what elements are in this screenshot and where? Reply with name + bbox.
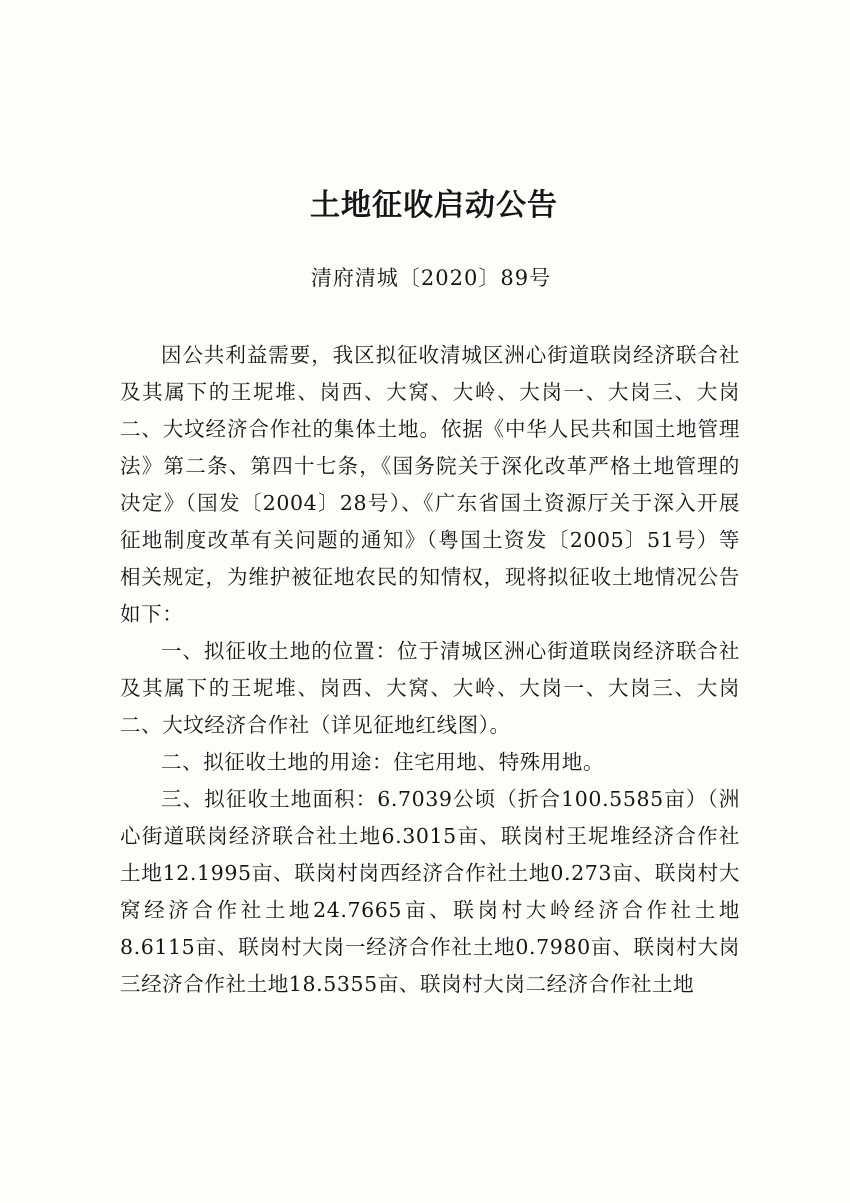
paragraph-usage: 二、拟征收土地的用途：住宅用地、特殊用地。 [161,750,605,774]
paragraph-area: 三、拟征收土地面积：6.7039公顷（折合100.5585亩）（洲心街道联岗经济联合社土地6.3015亩、联岗村王坭堆经济合作社土地12.1995亩、联岗村岗西经济合作社土地0.273亩、联岗村大窝经济合作社土地24.7665亩、联岗村大岭经济合作社土地8.6115亩、联岗村大岗一经济合作社土地0.7980亩、联岗村大岗三经济合作社土地18.5355亩、联岗村大岗二经济合作社土地 [120,787,740,996]
document-title: 土地征收启动公告 [310,188,558,223]
paragraph-location: 一、拟征收土地的位置：位于清城区洲心街道联岗经济联合社及其属下的王坭堆、岗西、大窝、大岭、大岗一、大岗三、大岗二、大坟经济合作社（详见征地红线图）。 [120,639,740,737]
document-body [120,337,740,1003]
paragraph-intro: 因公共利益需要，我区拟征收清城区洲心街道联岗经济联合社及其属下的王坭堆、岗西、大窝、大岭、大岗一、大岗三、大岗二、大坟经济合作社的集体土地。依据《中华人民共和国土地管理法》第二条、第四十七条，《国务院关于深化改革严格土地管理的决定》（国发〔2004〕28号）、《广东省国土资源厅关于深入开展征地制度改革有关问题的通知》（粤国土资发〔2005〕51号）等相关规定，为维护被征地农民的知情权，现将拟征收土地情况公告如下： [120,343,740,626]
document-number: 清府清城〔2020〕89号 [310,266,552,290]
